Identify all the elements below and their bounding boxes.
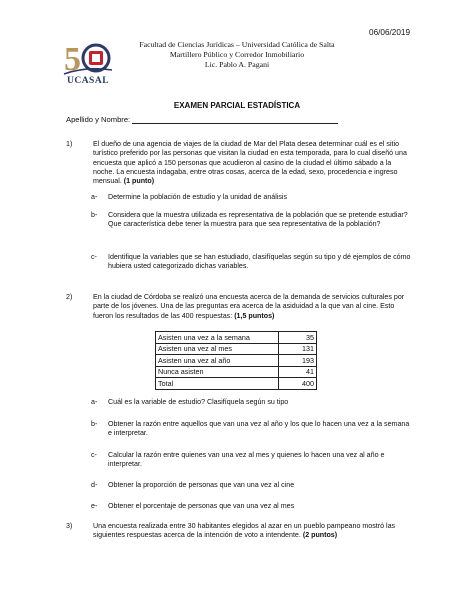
question-1-item-c: c- Identifique la variables que se han estudiado, clasifíquelas según su tipo y dé ejemplos de cómo hubiera usted categorizado dichas variables. [91, 253, 411, 271]
question-1-item-b: b- Considera que la muestra utilizada es representativa de la población que se pretende estudiar? Que característica debe tener la muestra para que sea representativa de la población? [91, 211, 408, 229]
exam-title: EXAMEN PARCIAL ESTADÍSTICA [173, 101, 301, 110]
question-text: El dueño de una agencia de viajes de la ciudad de Mar del Plata desea determinar cuál es el sitio turístico preferido por las personas que visitan la ciudad en esta temporada, para lo cual diseñó una encuesta que aplicó a 150 personas que acudieron al casino de la ciudad el último sábado a la noche. La encuesta indagaba, entre otras cosas, acerca de la edad, sexo, procedencia e ingreso mensual. (1 punto) [93, 140, 407, 186]
question-2-item-d: d- Obtener la proporción de personas que van una vez al cine [91, 481, 295, 489]
table-row: Nunca asisten 41 [156, 366, 317, 378]
question-points: (2 puntos) [302, 531, 338, 540]
question-2 [66, 293, 411, 321]
svg-text:5: 5 [64, 41, 81, 78]
table-row: Asisten una vez al año 193 [156, 355, 317, 367]
question-2-item-a: a- Cuál es la variable de estudio? Clasifíquela según su tipo [91, 398, 289, 406]
question-text: En la ciudad de Córdoba se realizó una encuesta acerca de la demanda de servicios culturales por parte de los jóvenes. Una de las preguntas era acerca de la asiduidad a la que van al cine. Esto fueron los resultados de las 400 respuestas: (1,5 puntos) [93, 293, 405, 320]
question-number: 3) [66, 522, 73, 530]
institution-line: Martillero Público y Corredor Inmobiliario [169, 50, 305, 60]
question-3 [66, 522, 411, 541]
frequency-table [155, 331, 317, 390]
name-blank-line[interactable] [132, 115, 338, 124]
question-1 [66, 140, 411, 186]
question-2-item-e: e- Obtener el porcentaje de personas que van una vez al mes [91, 502, 295, 510]
institution-line: Lic. Pablo A. Pagani [204, 60, 270, 70]
institution-header [0, 40, 474, 71]
exam-date: 06/06/2019 [369, 28, 410, 37]
question-2-item-b: b- Obtener la razón entre aquellos que van una vez al año y los que lo hacen una vez a la semana e interpretar. [91, 420, 410, 438]
table-row: Asisten una vez al mes 131 [156, 343, 317, 355]
name-field-row [66, 115, 338, 124]
question-2-item-c: c- Calcular la razón entre quienes van una vez al mes y quienes lo hacen una vez al año e interpretar. [91, 451, 385, 469]
table-row-total: Total 400 [156, 378, 317, 390]
question-number: 2) [66, 293, 73, 301]
logo-wordmark: UCASAL [66, 76, 110, 86]
name-label: Apellido y Nombre: [66, 115, 131, 124]
institution-line: Facultad de Ciencias Jurídicas – Universidad Católica de Salta [139, 40, 335, 49]
table-row: Asisten una vez a la semana 35 [156, 332, 317, 344]
question-text: Una encuesta realizada entre 30 habitantes elegidos al azar en un pueblo pampeano mostró las siguientes respuestas acerca de la intención de voto a intendente. (2 puntos) [93, 522, 396, 540]
question-1-item-a: a- Determine la población de estudio y la unidad de análisis [91, 193, 288, 201]
question-points: (1 punto) [123, 177, 155, 186]
question-number: 1) [66, 140, 73, 148]
question-points: (1,5 puntos) [234, 311, 275, 320]
